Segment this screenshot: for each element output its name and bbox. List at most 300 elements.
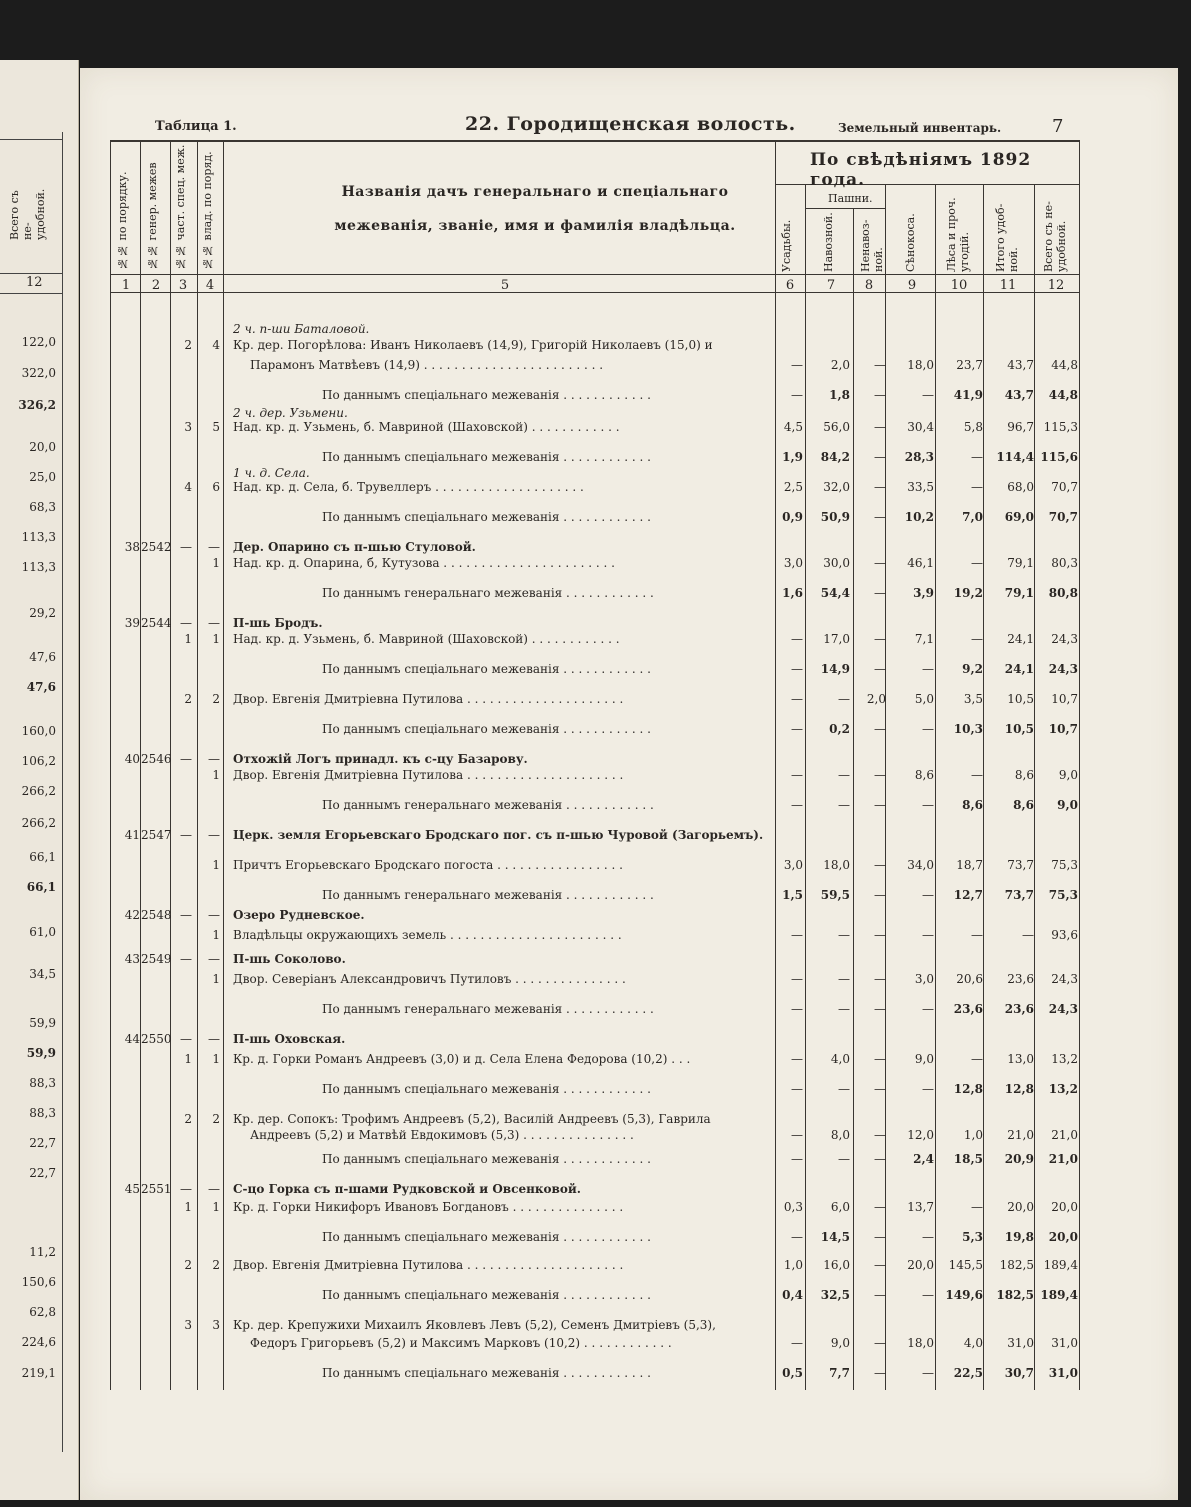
v8-value: — [874,722,886,736]
left-total-value: 20,0 [29,440,56,454]
v6-value: 1,9 [782,450,803,464]
v10-value: 41,9 [953,388,983,402]
v10-value: 5,8 [963,420,983,434]
v8-value: — [874,1258,886,1272]
v9-value: 13,7 [907,1200,934,1214]
v6-value: 1,6 [782,586,803,600]
v9-value: 2,4 [913,1152,934,1166]
colnum-11: 11 [999,278,1017,293]
left-total-value: 88,3 [29,1106,56,1120]
entry-name: П-шь Оховская. [233,1032,346,1046]
v11-value: 182,5 [996,1288,1034,1302]
entry-name: Над. кр. д. Узьмень, б. Мавриной (Шаховской) . . . . . . . . . . . . [233,420,620,434]
v10-value: — [971,1052,983,1066]
entry-name: По даннымъ спеціальнаго межеванія . . . . . . . . . . . . [322,722,651,736]
c1-cell: 38 [124,540,140,554]
v10-value: 22,5 [953,1366,983,1380]
page-number: 7 [1052,116,1064,137]
entry-name: По даннымъ спеціальнаго межеванія . . . . . . . . . . . . [322,1366,651,1380]
v6-value: 0,4 [782,1288,803,1302]
v10-value: 3,5 [963,692,983,706]
v9-value: 3,0 [914,972,934,986]
entry-name: Федоръ Григорьевъ (5,2) и Максимъ Марковъ (10,2) . . . . . . . . . . . . [250,1336,672,1350]
c3-cell: 3 [184,420,192,434]
entry-name: П-шь Бродъ. [233,616,323,630]
table-row [110,556,1079,576]
entry-name: По даннымъ спеціальнаго межеванія . . . . . . . . . . . . [322,662,651,676]
table-row [110,1052,1079,1072]
c4-cell: 2 [212,1258,220,1272]
header-c1: №№ по порядку. [116,171,129,270]
v7-value: 32,0 [823,480,850,494]
v7-value: — [838,972,850,986]
v8-value: — [874,420,886,434]
v12-value: 70,7 [1051,480,1078,494]
v11-value: 43,7 [1007,358,1034,372]
v8-value: — [874,1288,886,1302]
left-total-value: 326,2 [18,398,56,412]
c3-cell: — [180,1032,192,1046]
left-total-value: 34,5 [29,967,56,981]
c4-cell: 6 [212,480,220,494]
v6-value: — [791,1128,803,1142]
v7-value: — [838,928,850,942]
v8-value: — [874,1200,886,1214]
v7-value: 18,0 [823,858,850,872]
v10-value: — [971,480,983,494]
v7-value: 2,0 [830,358,850,372]
v8-value: — [874,586,886,600]
v8-value: — [874,1336,886,1350]
v6-value: — [791,1152,803,1166]
v12-value: 9,0 [1057,798,1078,812]
v12-value: 9,0 [1058,768,1078,782]
v12-value: 24,3 [1051,632,1078,646]
entry-name: 2 ч. дер. Узьмени. [233,406,348,420]
v10-value: 10,3 [953,722,983,736]
header-c11: Итого удоб-ной. [994,203,1020,272]
entry-name: По даннымъ спеціальнаго межеванія . . . . . . . . . . . . [322,1152,651,1166]
v7-value: — [838,692,850,706]
v9-value: — [922,928,934,942]
page-title: 22. Городищенская волость. [465,113,796,135]
c4-cell: 5 [212,420,220,434]
year-header: По свѣдѣніямъ 1892 года. [810,150,1032,190]
v8-value: — [874,798,886,812]
v10-value: 12,8 [953,1082,983,1096]
v12-value: 93,6 [1051,928,1078,942]
v12-value: 115,3 [1043,420,1078,434]
header-c10: Лѣса и проч. угодій. [945,197,971,272]
colnum-5: 5 [500,278,510,293]
v6-value: — [791,972,803,986]
v6-value: 2,5 [783,480,803,494]
table-row [110,662,1079,682]
left-total-value: 61,0 [29,925,56,939]
v8-value: — [874,1128,886,1142]
c4-cell: — [208,1182,220,1196]
entry-name: 2 ч. п-ши Баталовой. [233,322,370,336]
v9-value: 10,2 [904,510,934,524]
table-row [110,1200,1079,1220]
v9-value: 28,3 [904,450,934,464]
entry-name: По даннымъ генеральнаго межеванія . . . . . . . . . . . . [322,1002,654,1016]
c4-cell: 1 [212,632,220,646]
table-row [110,510,1079,530]
v11-value: 114,4 [996,450,1034,464]
v7-value: 4,0 [830,1052,850,1066]
v9-value: 3,9 [913,586,934,600]
v7-value: 14,9 [820,662,850,676]
v8-value: 2,0 [866,692,886,706]
table-row [110,1366,1079,1386]
v9-value: — [922,1002,934,1016]
v7-value: 30,0 [823,556,850,570]
entry-name: По даннымъ генеральнаго межеванія . . . . . . . . . . . . [322,888,654,902]
left-header-rule-3 [0,293,62,294]
v8-value: — [874,1366,886,1380]
table-row [110,1288,1079,1308]
v10-value: 18,5 [953,1152,983,1166]
table-row [110,928,1079,948]
v9-value: — [922,1366,934,1380]
v8-value: — [874,388,886,402]
c3-cell: — [180,908,192,922]
v6-value: — [791,768,803,782]
v9-value: 46,1 [907,556,934,570]
entry-name: Владѣльцы окружающихъ земель . . . . . . . . . . . . . . . . . . . . . . . [233,928,622,942]
colnum-7: 7 [826,278,836,293]
v12-value: 115,6 [1040,450,1078,464]
c4-cell: 1 [212,928,220,942]
c4-cell: 2 [212,1112,220,1126]
v9-value: — [922,798,934,812]
v11-value: 69,0 [1004,510,1034,524]
header-c4: №№ влад. по поряд. [201,151,214,270]
c1-cell: 42 [124,908,140,922]
v11-value: 12,8 [1004,1082,1034,1096]
c4-cell: — [208,616,220,630]
v10-value: 23,7 [956,358,983,372]
v9-value: — [922,1230,934,1244]
v9-value: 34,0 [907,858,934,872]
colnum-4: 4 [205,278,215,293]
v6-value: — [791,798,803,812]
v10-value: 8,6 [962,798,983,812]
v11-value: 20,0 [1007,1200,1034,1214]
v12-value: 80,8 [1048,586,1078,600]
left-total-value: 224,6 [21,1335,56,1349]
v6-value: — [791,632,803,646]
v8-value: — [874,888,886,902]
entry-name: По даннымъ спеціальнаго межеванія . . . . . . . . . . . . [322,1288,651,1302]
v6-value: 1,0 [783,1258,803,1272]
v11-value: 24,1 [1004,662,1034,676]
table-row [110,420,1079,440]
v6-value: — [791,1336,803,1350]
entry-name: С-цо Горка съ п-шами Рудковской и Овсенковой. [233,1182,581,1196]
left-total-value: 322,0 [21,366,56,380]
v10-value: — [971,556,983,570]
left-total-value: 106,2 [21,754,56,768]
c4-cell: 1 [212,1052,220,1066]
v7-value: 17,0 [823,632,850,646]
v8-value: — [874,480,886,494]
v12-value: 44,8 [1048,388,1078,402]
header-c5 [295,175,775,243]
v8-value: — [874,1052,886,1066]
left-total-value: 11,2 [29,1245,56,1259]
entry-name: Кр. дер. Сопокъ: Трофимъ Андреевъ (5,2), Василій Андреевъ (5,3), Гаврила [233,1112,711,1126]
c1-cell: 43 [124,952,140,966]
table-row [110,858,1079,878]
v8-value: — [874,632,886,646]
table-row [110,1258,1079,1278]
left-total-value: 66,1 [26,880,56,894]
v12-value: 80,3 [1051,556,1078,570]
v8-value: — [874,662,886,676]
v7-value: 54,4 [820,586,850,600]
left-total-value: 59,9 [29,1016,56,1030]
v10-value: — [971,928,983,942]
table-row [110,1318,1079,1338]
c3-cell: — [180,752,192,766]
v7-value: 9,0 [830,1336,850,1350]
v10-value: 5,3 [962,1230,983,1244]
v6-value: — [791,388,803,402]
v12-value: 70,7 [1048,510,1078,524]
header-bottom-rule [110,274,1079,275]
v9-value: 33,5 [907,480,934,494]
v9-value: 8,6 [914,768,934,782]
header-c7: Навозной. [822,212,835,272]
v10-value: 7,0 [962,510,983,524]
v9-value: 12,0 [907,1128,934,1142]
c4-cell: — [208,752,220,766]
v7-value: 7,7 [829,1366,850,1380]
v6-value: 0,9 [782,510,803,524]
v12-value: 75,3 [1048,888,1078,902]
colnum-3: 3 [178,278,188,293]
c3-cell: 3 [184,1318,192,1332]
v11-value: 30,7 [1004,1366,1034,1380]
table-row [110,888,1079,908]
v7-value: 56,0 [823,420,850,434]
v12-value: 20,0 [1051,1200,1078,1214]
v12-value: 10,7 [1048,722,1078,736]
v7-value: 1,8 [829,388,850,402]
table-row [110,692,1079,712]
v12-value: 21,0 [1051,1128,1078,1142]
c4-cell: — [208,828,220,842]
left-total-value: 25,0 [29,470,56,484]
c2-cell: 2551 [141,1182,172,1196]
v11-value: 79,1 [1007,556,1034,570]
v7-value: — [838,768,850,782]
v8-value: — [874,450,886,464]
table-row [110,828,1079,848]
v12-value: 31,0 [1051,1336,1078,1350]
left-column-number: 12 [26,275,43,290]
v8-value: — [874,928,886,942]
col-rule-12 [1079,140,1080,1390]
table-row [110,632,1079,652]
v7-value: — [838,798,850,812]
c1-cell: 39 [124,616,140,630]
c1-cell: 41 [124,828,140,842]
entry-name: Кр. д. Горки Романъ Андреевъ (3,0) и д. Села Елена Федорова (10,2) . . . [233,1052,691,1066]
c3-cell: — [180,616,192,630]
v8-value: — [874,556,886,570]
table-row [110,1230,1079,1250]
header-c2: №№ генер. межев [146,162,159,270]
table-row [110,586,1079,606]
c3-cell: — [180,952,192,966]
v11-value: 13,0 [1007,1052,1034,1066]
left-total-value: 160,0 [21,724,56,738]
v9-value: — [922,888,934,902]
v7-value: 14,5 [820,1230,850,1244]
c4-cell: 1 [212,768,220,782]
c3-cell: 4 [184,480,192,494]
table-row [110,1032,1079,1052]
colnum-6: 6 [785,278,795,293]
v6-value: 3,0 [783,556,803,570]
c1-cell: 45 [124,1182,140,1196]
left-total-value: 266,2 [21,784,56,798]
left-total-value: 266,2 [21,816,56,830]
v9-value: — [922,722,934,736]
v10-value: 19,2 [953,586,983,600]
v11-value: 23,6 [1004,1002,1034,1016]
v11-value: 96,7 [1007,420,1034,434]
c4-cell: 1 [212,1200,220,1214]
pashni-header: Пашни. [828,192,873,205]
left-column-header: Всего съ не-удобной. [8,188,47,240]
v11-value: 24,1 [1007,632,1034,646]
v8-value: — [874,1082,886,1096]
v7-value: 16,0 [823,1258,850,1272]
v9-value: 9,0 [914,1052,934,1066]
v6-value: — [791,722,803,736]
entry-name: Над. кр. д. Узьмень, б. Мавриной (Шаховской) . . . . . . . . . . . . [233,632,620,646]
inventory-table [110,140,1079,1390]
v9-value: 18,0 [907,358,934,372]
c1-cell: 40 [124,752,140,766]
v8-value: — [874,510,886,524]
v6-value: 0,5 [782,1366,803,1380]
c4-cell: 1 [212,858,220,872]
v8-value: — [874,358,886,372]
entry-name: Двор. Евгенія Дмитріевна Путилова . . . . . . . . . . . . . . . . . . . . . [233,692,624,706]
v11-value: 73,7 [1007,858,1034,872]
v11-value: 8,6 [1013,798,1034,812]
table-row [110,1182,1079,1202]
entry-name: По даннымъ спеціальнаго межеванія . . . . . . . . . . . . [322,510,651,524]
table-row [110,798,1079,818]
left-total-value: 47,6 [29,650,56,664]
v11-value: 43,7 [1004,388,1034,402]
v10-value: 1,0 [963,1128,983,1142]
left-total-value: 113,3 [21,530,56,544]
entry-name: По даннымъ спеціальнаго межеванія . . . . . . . . . . . . [322,388,651,402]
v7-value: 84,2 [820,450,850,464]
table-label: Таблица 1. [155,119,237,134]
c3-cell: — [180,828,192,842]
v8-value: — [874,972,886,986]
v6-value: — [791,1052,803,1066]
v10-value: — [971,450,983,464]
c3-cell: — [180,1182,192,1196]
v12-value: 10,7 [1051,692,1078,706]
c4-cell: — [208,1032,220,1046]
entry-name: Андреевъ (5,2) и Матвѣй Евдокимовъ (5,3) . . . . . . . . . . . . . . . [250,1128,634,1142]
entry-name: По даннымъ спеціальнаго межеванія . . . . . . . . . . . . [322,450,651,464]
table-row [110,1002,1079,1022]
v7-value: — [838,1152,850,1166]
entry-name: По даннымъ генеральнаго межеванія . . . . . . . . . . . . [322,586,654,600]
c3-cell: 2 [184,1112,192,1126]
v11-value: 182,5 [999,1258,1034,1272]
c4-cell: — [208,952,220,966]
entry-name: По даннымъ спеціальнаго межеванія . . . . . . . . . . . . [322,1082,651,1096]
entry-name: Двор. Евгенія Дмитріевна Путилова . . . . . . . . . . . . . . . . . . . . . [233,1258,624,1272]
left-total-value: 122,0 [21,335,56,349]
c3-cell: 2 [184,338,192,352]
v10-value: 149,6 [945,1288,983,1302]
v10-value: — [971,768,983,782]
c2-cell: 2549 [141,952,172,966]
v10-value: 23,6 [953,1002,983,1016]
c4-cell: 4 [212,338,220,352]
left-total-value: 59,9 [26,1046,56,1060]
colnum-1: 1 [121,278,131,293]
v11-value: 20,9 [1004,1152,1034,1166]
v10-value: 4,0 [963,1336,983,1350]
entry-name: Озеро Рудневское. [233,908,365,922]
v12-value: 44,8 [1051,358,1078,372]
c2-cell: 2546 [141,752,172,766]
v9-value: 5,0 [914,692,934,706]
v9-value: — [922,388,934,402]
entry-name: Церк. земля Егорьевскаго Бродскаго пог. съ п-шью Чуровой (Загорьемъ). [233,828,764,842]
left-total-value: 113,3 [21,560,56,574]
header-c6: Усадьбы. [780,219,793,272]
table-row [110,1152,1079,1172]
v11-value: 68,0 [1007,480,1034,494]
v11-value: 73,7 [1004,888,1034,902]
c4-cell: 3 [212,1318,220,1332]
v10-value: 18,7 [956,858,983,872]
v6-value: — [791,358,803,372]
v8-value: — [874,1152,886,1166]
v10-value: 20,6 [956,972,983,986]
table-row [110,388,1079,408]
left-total-value: 62,8 [29,1305,56,1319]
header-c9: Сѣнокоса. [904,213,917,272]
v10-value: 9,2 [962,662,983,676]
v6-value: — [791,662,803,676]
entry-name: Над. кр. д. Опарина, б, Кутузова . . . . . . . . . . . . . . . . . . . . . . . [233,556,615,570]
left-total-value: 68,3 [29,500,56,514]
colnum-9: 9 [907,278,917,293]
left-page-fragment [0,60,79,1500]
v11-value: 10,5 [1007,692,1034,706]
v11-value: 23,6 [1007,972,1034,986]
c4-cell: — [208,540,220,554]
colnum-2: 2 [151,278,161,293]
entry-name: Кр. дер. Крепужихи Михаилъ Яковлевъ Левъ (5,2), Семенъ Дмитріевъ (5,3), [233,1318,716,1332]
